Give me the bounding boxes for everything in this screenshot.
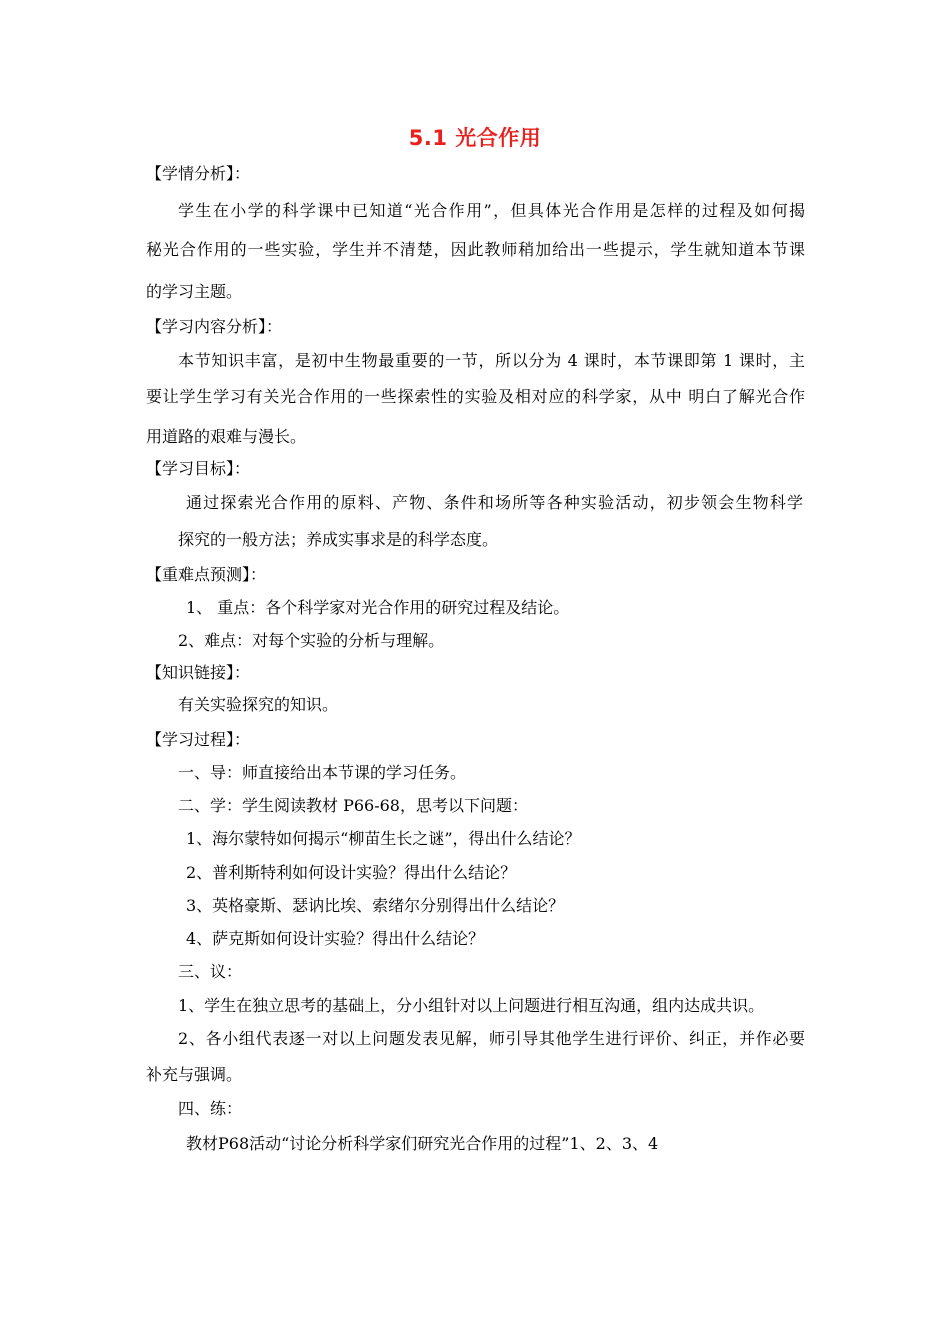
process-line-2: 二、学：学生阅读教材 P66-68，思考以下问题： xyxy=(178,796,528,815)
content-line-1: 本节知识丰富，是初中生物最重要的一节，所以分为 4 课时，本节课即第 1 课时，主 xyxy=(178,351,805,370)
process-line-12: 教材P68活动“讨论分析科学家们研究光合作用的过程”1、2、3、4 xyxy=(186,1134,659,1153)
process-line-11: 四、练： xyxy=(178,1099,243,1118)
process-line-5: 3、英格豪斯、瑟讷比埃、索绪尔分别得出什么结论？ xyxy=(186,896,565,915)
section-heading-goals: 【学习目标】： xyxy=(146,459,251,478)
situation-line-2: 秘光合作用的一些实验，学生并不清楚，因此教师稍加给出一些提示，学生就知道本节课 xyxy=(146,240,805,259)
situation-line-1: 学生在小学的科学课中已知道“光合作用”，但具体光合作用是怎样的过程及如何揭 xyxy=(178,201,805,220)
process-line-10: 补充与强调。 xyxy=(146,1065,243,1084)
section-heading-process: 【学习过程】： xyxy=(146,730,251,749)
keypoints-line-1: 1、 重点：各个科学家对光合作用的研究过程及结论。 xyxy=(186,598,570,617)
section-heading-content: 【学习内容分析】： xyxy=(146,317,283,336)
process-line-3: 1、海尔蒙特如何揭示“柳苗生长之谜”，得出什么结论？ xyxy=(186,829,581,848)
section-heading-links: 【知识链接】： xyxy=(146,663,251,682)
process-line-9: 2、各小组代表逐一对以上问题发表见解，师引导其他学生进行评价、纠正，并作必要 xyxy=(178,1029,805,1048)
content-line-2: 要让学生学习有关光合作用的一些探索性的实验及相对应的科学家，从中 明白了解光合作 xyxy=(146,387,805,406)
process-line-7: 三、议： xyxy=(178,962,243,981)
keypoints-line-2: 2、难点：对每个实验的分析与理解。 xyxy=(178,631,445,650)
section-heading-keypoints: 【重难点预测】： xyxy=(146,565,267,584)
situation-line-3: 的学习主题。 xyxy=(146,282,243,301)
links-line-1: 有关实验探究的知识。 xyxy=(178,695,339,714)
process-line-6: 4、萨克斯如何设计实验？得出什么结论？ xyxy=(186,929,485,948)
process-line-4: 2、普利斯特利如何设计实验？得出什么结论？ xyxy=(186,863,517,882)
section-heading-situation: 【学情分析】： xyxy=(146,164,251,183)
process-line-8: 1、学生在独立思考的基础上，分小组针对以上问题进行相互沟通，组内达成共识。 xyxy=(178,996,765,1015)
page-title: 5.1 光合作用 xyxy=(408,126,542,150)
goals-line-2: 探究的一般方法；养成实事求是的科学态度。 xyxy=(178,530,499,549)
process-line-1: 一、导：师直接给出本节课的学习任务。 xyxy=(178,763,467,782)
content-line-3: 用道路的艰难与漫长。 xyxy=(146,427,307,446)
goals-line-1: 通过探索光合作用的原料、产物、条件和场所等各种实验活动，初步领会生物科学 xyxy=(186,493,803,512)
